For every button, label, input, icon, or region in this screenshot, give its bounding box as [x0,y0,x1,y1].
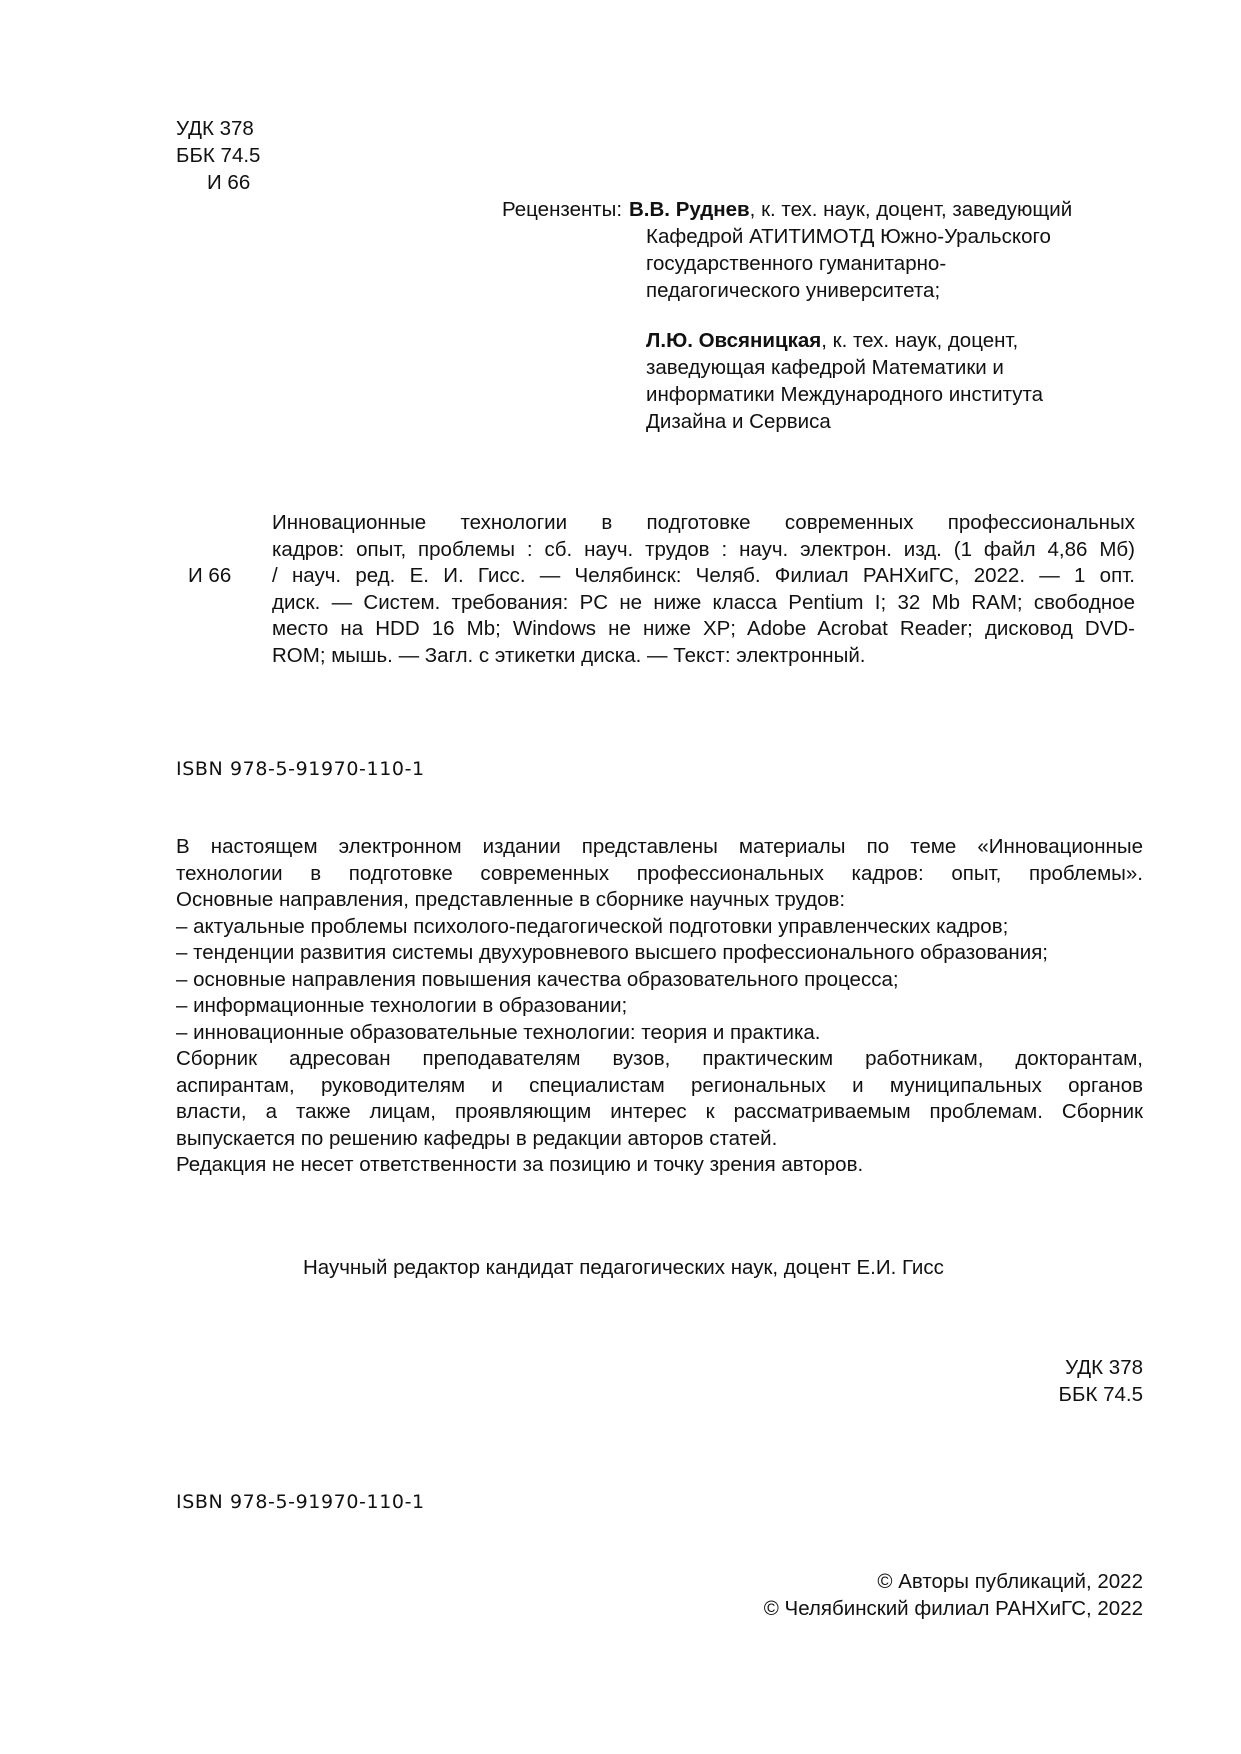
abstract-list-item: – тенденции развития системы двухуровневого высшего профессионального образования; [176,941,1049,964]
abstract-list-item: – инновационные образовательные технологии: теория и практика. [176,1020,821,1044]
abstract-line: Основные направления, представленные в сборнике научных трудов: [176,888,846,911]
bibliographic-line: / науч. ред. Е. И. Гисс. — Челябинск: Челяб. Филиал РАНХиГС, 2022. — 1 опт. [272,564,1135,587]
reviewer-1-title: , к. тех. наук, доцент, заведующий [749,198,1073,221]
author-sign: И 66 [207,171,251,194]
reviewer-2-title: , к. тех. наук, доцент, [821,329,1019,352]
abstract-line: аспирантам, руководителям и специалистам региональных и муниципальных органов [176,1073,1143,1097]
abstract-list-item: – основные направления повышения качества образовательного процесса; [176,967,899,991]
bibliographic-record [272,510,1135,669]
abstract-line: Сборник адресован преподавателям вузов, практическим работникам, докторантам, [176,1047,1143,1070]
isbn-bottom: ISBN 978-5-91970-110-1 [176,1491,425,1513]
bibliographic-line: место на HDD 16 Mb; Windows не ниже XP; Adobe Acrobat Reader; дисковод DVD- [272,617,1135,640]
abstract-list-item: – информационные технологии в образовании; [176,994,628,1017]
udk-code: УДК 378 [176,117,254,140]
bbk-code: ББК 74.5 [176,144,261,167]
bibliographic-sign: И 66 [188,564,232,587]
reviewer-2-line-4: Дизайна и Сервиса [646,410,831,433]
copyright-authors: © Авторы публикаций, 2022 [877,1570,1143,1593]
reviewer-2-line-3: информатики Международного института [646,383,1044,406]
reviewer-2-name: Л.Ю. Овсяницкая [646,329,822,352]
abstract-line: выпускается по решению кафедры в редакции авторов статей. [176,1126,778,1150]
reviewer-1-line-3: государственного гуманитарно- [646,252,947,275]
abstract-line: власти, а также лицам, проявляющим интерес к рассматриваемым проблемам. Сборник [176,1100,1143,1123]
footer-bbk-code: ББК 74.5 [1058,1383,1143,1406]
reviewers-label: Рецензенты: [502,198,623,221]
bibliographic-line: кадров: опыт, проблемы : сб. науч. трудов : науч. электрон. изд. (1 файл 4,86 Мб) [272,537,1135,561]
reviewer-2-line-1 [646,328,1018,355]
reviewer-1-line-4: педагогического университета; [646,279,941,302]
abstract-line: В настоящем электронном издании представлены материалы по теме «Инновационные [176,835,1143,858]
bibliographic-line: диск. — Систем. требования: PC не ниже класса Pentium I; 32 Mb RAM; свободное [272,590,1135,614]
abstract-list-item: – актуальные проблемы психолого-педагогической подготовки управленческих кадров; [176,914,1009,938]
footer-udk-code: УДК 378 [1065,1356,1143,1379]
isbn-top: ISBN 978-5-91970-110-1 [176,758,425,780]
reviewer-1-line-2: Кафедрой АТИТИМОТД Южно-Уральского [646,225,1051,248]
abstract-line: технологии в подготовке современных профессиональных кадров: опыт, проблемы». [176,861,1143,885]
abstract-line: Редакция не несет ответственности за позицию и точку зрения авторов. [176,1153,864,1176]
reviewer-1-line-1 [629,197,1072,224]
bibliographic-line: Инновационные технологии в подготовке современных профессиональных [272,511,1135,534]
reviewer-1-name: В.В. Руднев [629,198,750,221]
reviewer-2-line-2: заведующая кафедрой Математики и [646,356,1004,379]
copyright-publisher: © Челябинский филиал РАНХиГС, 2022 [763,1597,1143,1620]
abstract [176,834,1143,1179]
bibliographic-line: ROM; мышь. — Загл. с этикетки диска. — Текст: электронный. [272,643,866,667]
scientific-editor: Научный редактор кандидат педагогических наук, доцент Е.И. Гисс [303,1256,944,1279]
